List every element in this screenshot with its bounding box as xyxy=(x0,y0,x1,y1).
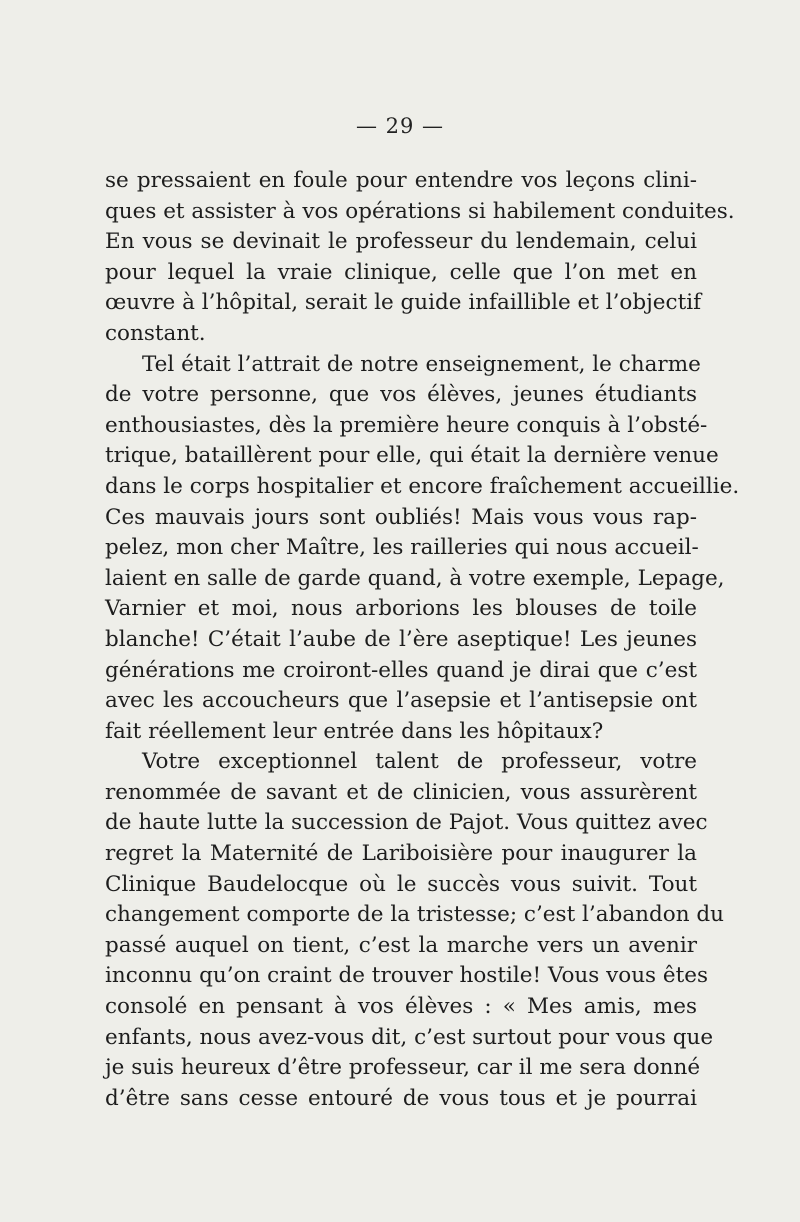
text-line: Votre exceptionnel talent de professeur, votre xyxy=(142,749,697,775)
text-line: dans le corps hospitalier et encore fraîchement accueillie. xyxy=(105,473,740,499)
text-line: Tel était l’attrait de notre enseignement, le charme xyxy=(142,351,701,377)
text-line: enfants, nous avez-vous dit, c’est surtout pour vous que xyxy=(105,1024,714,1050)
text-line: pelez, mon cher Maître, les railleries qui nous accueil- xyxy=(105,535,699,561)
body-text xyxy=(105,166,740,1114)
text-line: fait réellement leur entrée dans les hôpitaux? xyxy=(105,718,604,744)
text-line: d’être sans cesse entouré de vous tous et je pourrai xyxy=(105,1085,697,1111)
text-line: Ces mauvais jours sont oubliés! Mais vous vous rap- xyxy=(105,504,697,530)
text-line: trique, bataillèrent pour elle, qui était la dernière venue xyxy=(105,443,719,469)
text-line: inconnu qu’on craint de trouver hostile! Vous vous êtes xyxy=(105,963,709,989)
page-number: — 29 — xyxy=(355,114,445,138)
text-line: ques et assister à vos opérations si habilement conduites. xyxy=(105,198,735,224)
text-line: constant. xyxy=(105,320,206,346)
text-line: je suis heureux d’être professeur, car il me sera donné xyxy=(105,1055,701,1081)
text-line: se pressaient en foule pour entendre vos leçons clini- xyxy=(105,168,697,193)
text-line: de haute lutte la succession de Pajot. Vous quittez avec xyxy=(105,810,708,836)
text-line: pour lequel la vraie clinique, celle que l’on met en xyxy=(105,259,697,285)
text-line: œuvre à l’hôpital, serait le guide infaillible et l’objectif xyxy=(105,290,702,316)
text-line: laient en salle de garde quand, à votre exemple, Lepage, xyxy=(105,565,725,591)
text-line: En vous se devinait le professeur du lendemain, celui xyxy=(105,229,697,255)
text-line: passé auquel on tient, c’est la marche vers un avenir xyxy=(105,932,697,958)
text-line: changement comporte de la tristesse; c’est l’abandon du xyxy=(105,902,724,928)
text-line: générations me croiront-elles quand je dirai que c’est xyxy=(105,657,697,683)
text-line: regret la Maternité de Lariboisière pour inaugurer la xyxy=(105,841,697,867)
text-line: enthousiastes, dès la première heure conquis à l’obsté- xyxy=(105,412,708,438)
text-line: blanche! C’était l’aube de l’ère aseptique! Les jeunes xyxy=(105,626,697,652)
text-line: renommée de savant et de clinicien, vous assurèrent xyxy=(105,779,697,805)
text-line: de votre personne, que vos élèves, jeunes étudiants xyxy=(105,382,697,408)
text-line: consolé en pensant à vos élèves : « Mes amis, mes xyxy=(105,994,697,1020)
text-line: avec les accoucheurs que l’asepsie et l’antisepsie ont xyxy=(105,688,697,714)
text-line: Clinique Baudelocque où le succès vous suivit. Tout xyxy=(105,871,697,897)
text-line: Varnier et moi, nous arborions les blouses de toile xyxy=(105,596,697,622)
